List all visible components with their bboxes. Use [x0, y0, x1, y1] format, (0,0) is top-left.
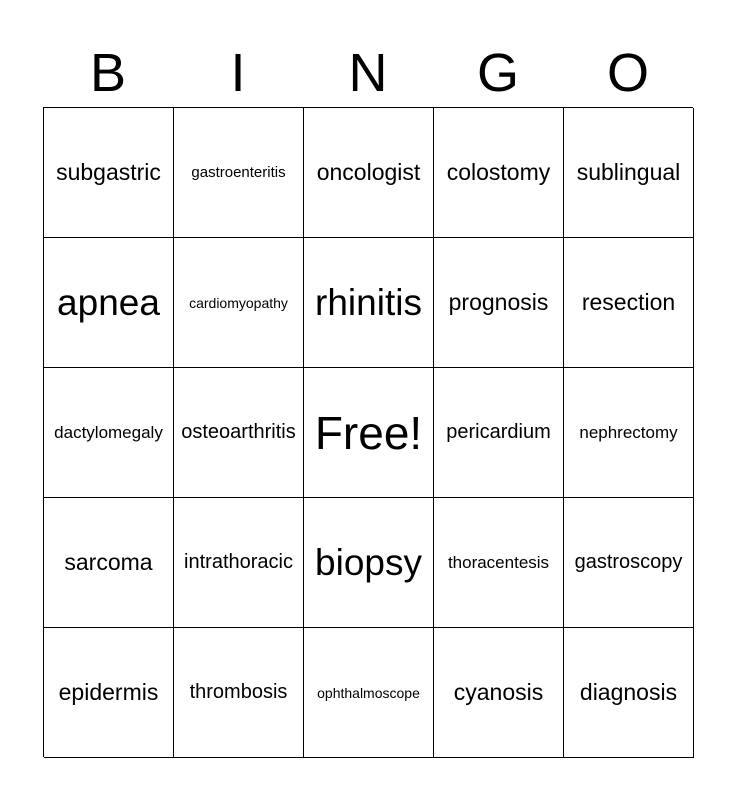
- bingo-cell[interactable]: diagnosis: [564, 628, 694, 758]
- header-letter-g: G: [476, 43, 519, 103]
- bingo-cell[interactable]: intrathoracic: [174, 498, 304, 628]
- bingo-cell[interactable]: thoracentesis: [434, 498, 564, 628]
- bingo-cell[interactable]: pericardium: [434, 368, 564, 498]
- bingo-cell[interactable]: thrombosis: [174, 628, 304, 758]
- bingo-card-grid: [43, 107, 693, 757]
- bingo-cell[interactable]: biopsy: [304, 498, 434, 628]
- bingo-cell[interactable]: epidermis: [44, 628, 174, 758]
- bingo-cell[interactable]: dactylomegaly: [44, 368, 174, 498]
- bingo-cell[interactable]: sublingual: [564, 108, 694, 238]
- bingo-cell[interactable]: gastroscopy: [564, 498, 694, 628]
- free-space-cell[interactable]: Free!: [304, 368, 434, 498]
- bingo-cell[interactable]: cyanosis: [434, 628, 564, 758]
- bingo-cell[interactable]: cardiomyopathy: [174, 238, 304, 368]
- bingo-cell[interactable]: sarcoma: [44, 498, 174, 628]
- bingo-cell[interactable]: colostomy: [434, 108, 564, 238]
- bingo-cell[interactable]: subgastric: [44, 108, 174, 238]
- bingo-cell[interactable]: resection: [564, 238, 694, 368]
- bingo-cell[interactable]: oncologist: [304, 108, 434, 238]
- header-letter-i: I: [230, 43, 246, 103]
- header-letter-n: N: [348, 43, 388, 103]
- bingo-cell[interactable]: apnea: [44, 238, 174, 368]
- bingo-cell[interactable]: ophthalmoscope: [304, 628, 434, 758]
- header-letter-o: O: [606, 43, 649, 103]
- bingo-cell[interactable]: osteoarthritis: [174, 368, 304, 498]
- bingo-cell[interactable]: prognosis: [434, 238, 564, 368]
- header-letter-b: B: [89, 43, 127, 103]
- bingo-header: [43, 40, 693, 106]
- bingo-cell[interactable]: gastroenteritis: [174, 108, 304, 238]
- bingo-cell[interactable]: rhinitis: [304, 238, 434, 368]
- bingo-cell[interactable]: nephrectomy: [564, 368, 694, 498]
